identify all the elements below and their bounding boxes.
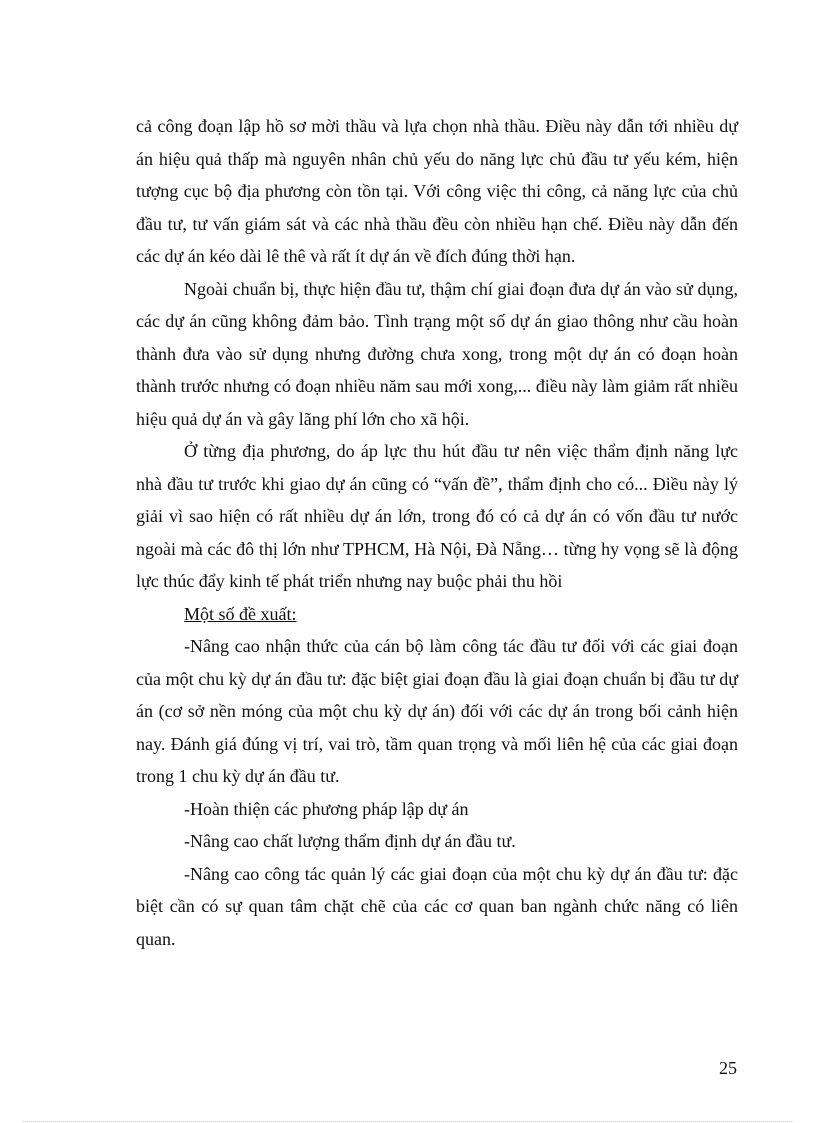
proposal-management: -Nâng cao công tác quản lý các giai đoạn của một chu kỳ dự án đầu tư: đặc biệt cần có sự quan tâm chặt chẽ của các cơ quan ban ngành chức năng có liên quan. [136, 863, 738, 949]
paragraph-intro: cả công đoạn lập hồ sơ mời thầu và lựa chọn nhà thầu. Điều này dẫn tới nhiều dự án hiệu quả thấp mà nguyên nhân chủ yếu do năng lực chủ đầu tư yếu kém, hiện tượng cục bộ địa phương còn tồn tại. Với công việc thi công, cả năng lực của chủ đầu tư, tư vấn giám sát và các nhà thầu đều còn nhiều hạn chế. Điều này dẫn đến các dự án kéo dài lê thê và rất ít dự án về đích đúng thời hạn. [136, 116, 738, 266]
page-bottom-divider [22, 1121, 794, 1122]
proposals-heading: Một số đề xuất: [184, 603, 297, 624]
paragraph-local-pressure: Ở từng địa phương, do áp lực thu hút đầu tư nên việc thẩm định năng lực nhà đầu tư trước khi giao dự án cũng có “vấn đề”, thẩm định cho có... Điều này lý giải vì sao hiện có rất nhiều dự án lớn, trong đó có cả dự án có vốn đầu tư nước ngoài mà các đô thị lớn như TPHCM, Hà Nội, Đà Nẵng… từng hy vọng sẽ là động lực thúc đẩy kinh tế phát triển nhưng nay buộc phải thu hồi [136, 441, 738, 591]
proposal-methods: -Hoàn thiện các phương pháp lập dự án [184, 798, 469, 819]
page-number: 25 [719, 1058, 737, 1078]
paragraph-implementation: Ngoài chuẩn bị, thực hiện đầu tư, thậm chí giai đoạn đưa dự án vào sử dụng, các dự án cũng không đảm bảo. Tình trạng một số dự án giao thông như cầu hoàn thành đưa vào sử dụng nhưng đường chưa xong, trong một dự án có đoạn hoàn thành trước nhưng có đoạn nhiều năm sau mới xong,... điều này làm giảm rất nhiều hiệu quả dự án và gây lãng phí lớn cho xã hội. [136, 278, 738, 429]
page-body [136, 110, 738, 955]
proposal-appraisal: -Nâng cao chất lượng thẩm định dự án đầu tư. [184, 831, 516, 851]
proposal-awareness: -Nâng cao nhận thức của cán bộ làm công tác đầu tư đối với các giai đoạn của một chu kỳ dự án đầu tư: đặc biệt giai đoạn đầu là giai đoạn chuẩn bị đầu tư dự án (cơ sở nền móng của một chu kỳ dự án) đối với các dự án trong bối cảnh hiện nay. Đánh giá đúng vị trí, vai trò, tầm quan trọng và mối liên hệ của các giai đoạn trong 1 chu kỳ dự án đầu tư. [136, 636, 738, 786]
proposals-heading-wrapper [136, 598, 738, 631]
